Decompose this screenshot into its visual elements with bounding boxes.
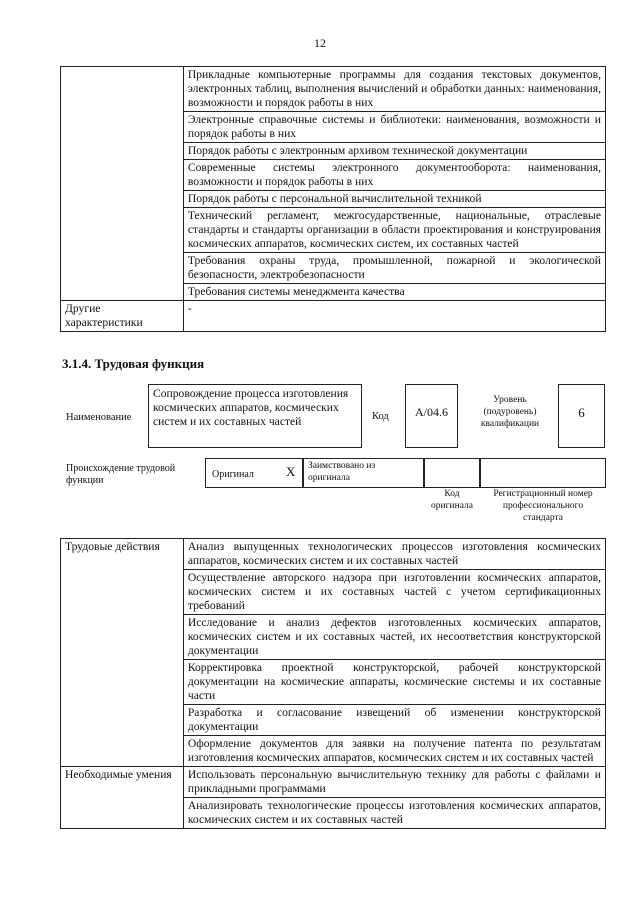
original-mark: X xyxy=(286,464,296,479)
original-label: Оригинал xyxy=(212,469,254,480)
labor-actions-table xyxy=(60,538,606,829)
code-label: Код xyxy=(372,411,389,422)
name-label: Наименование xyxy=(66,412,132,423)
labor-action-item: Осуществление авторского надзора при изготовлении космических аппаратов, космических систем и их составных частей с учетом сертификационных требований xyxy=(183,570,605,615)
labor-action-item: Исследование и анализ дефектов изготовленных космических аппаратов, космических систем и их составных частей, их несоответствия конструкторской документации xyxy=(183,615,605,660)
knowledge-item: Технический регламент, межгосударственные, национальные, отраслевые стандарты и стандарты организации в области проектирования и конструирования космических аппаратов, космических систем, их составных частей xyxy=(183,208,605,253)
labor-action-item: Корректировка проектной конструкторской, рабочей конструкторской документации на космические аппараты, космические системы и их составные части xyxy=(183,660,605,705)
other-characteristics-value: - xyxy=(183,301,605,332)
empty-label-cell xyxy=(61,67,184,301)
knowledge-table xyxy=(60,66,606,332)
knowledge-item: Прикладные компьютерные программы для создания текстовых документов, электронных таблиц, выполнения вычислений и обработки данных: наименования, возможности и порядок работы в них xyxy=(183,67,605,112)
knowledge-item: Современные системы электронного документооборота: наименования, возможности и порядок работы в них xyxy=(183,160,605,191)
section-title: 3.1.4. Трудовая функция xyxy=(62,356,205,371)
labor-actions-label: Трудовые действия xyxy=(61,539,184,767)
reg-number-cell xyxy=(480,458,606,488)
table-row xyxy=(61,539,606,570)
knowledge-item: Электронные справочные системы и библиотеки: наименования, возможности и порядок работы в них xyxy=(183,112,605,143)
table-row xyxy=(61,67,606,112)
other-characteristics-label: Другие характеристики xyxy=(61,301,184,332)
skill-item: Анализировать технологические процессы изготовления космических аппаратов, космических систем и их составных частей xyxy=(183,798,605,829)
labor-action-item: Оформление документов для заявки на получение патента по результатам изготовления космических аппаратов, космических систем и их составных частей xyxy=(183,736,605,767)
knowledge-item: Порядок работы с электронным архивом технической документации xyxy=(183,143,605,160)
page-number: 12 xyxy=(314,36,326,50)
required-skills-label: Необходимые умения xyxy=(61,767,184,829)
knowledge-item: Порядок работы с персональной вычислительной техникой xyxy=(183,191,605,208)
level-value-box: 6 xyxy=(558,384,605,448)
labor-action-item: Разработка и согласование извещений об изменении конструкторской документации xyxy=(183,705,605,736)
table-row xyxy=(61,301,606,332)
origin-label: Происхождение трудовой функции xyxy=(66,463,176,486)
level-label: Уровень (подуровень) квалификации xyxy=(480,395,540,429)
skill-item: Использовать персональную вычислительную технику для работы с файлами и прикладными программами xyxy=(183,767,605,798)
code-original-cell xyxy=(424,458,480,488)
reg-number-caption: Регистрационный номер профессионального стандарта xyxy=(493,489,593,523)
borrowed-label: Заимствовано из оригинала xyxy=(308,461,376,483)
labor-action-item: Анализ выпущенных технологических процессов изготовления космических аппаратов, космических систем и их составных частей xyxy=(183,539,605,570)
function-name-box: Сопровождение процесса изготовления космических аппаратов, космических систем и их составных частей xyxy=(148,384,362,448)
knowledge-item: Требования охраны труда, промышленной, пожарной и экологической безопасности, электробезопасности xyxy=(183,253,605,284)
code-original-caption: Код оригинала xyxy=(431,489,473,511)
knowledge-item: Требования системы менеджмента качества xyxy=(183,284,605,301)
table-row xyxy=(61,767,606,798)
code-value-box: A/04.6 xyxy=(405,384,458,448)
